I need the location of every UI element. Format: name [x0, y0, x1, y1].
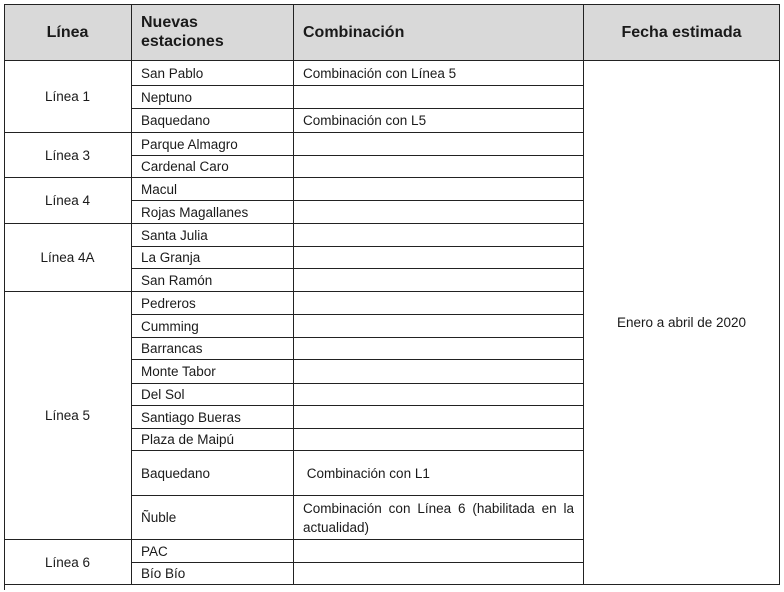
station-combination: Combinación con Línea 6 (habilitada en la actualidad) [294, 496, 584, 540]
station-combination [294, 133, 584, 156]
header-fecha-estimada: Fecha estimada [584, 4, 780, 61]
station-name: Pedreros [132, 292, 294, 315]
station-name: Parque Almagro [132, 133, 294, 156]
station-combination [294, 360, 584, 384]
station-combination [294, 156, 584, 178]
station-combination [294, 338, 584, 360]
station-name: Ñuble [132, 496, 294, 540]
station-name: Barrancas [132, 338, 294, 360]
station-name: Neptuno [132, 86, 294, 109]
linea-label: Línea 5 [4, 292, 132, 540]
station-combination [294, 269, 584, 292]
fecha-estimada-value: Enero a abril de 2020 [584, 61, 780, 585]
station-name: Macul [132, 178, 294, 201]
station-name: San Pablo [132, 61, 294, 86]
station-name: Baquedano [132, 451, 294, 496]
stations-table [4, 4, 780, 590]
header-linea: Línea [4, 4, 132, 61]
station-name: Plaza de Maipú [132, 429, 294, 451]
station-combination: Combinación con L5 [294, 109, 584, 133]
station-combination [294, 178, 584, 201]
station-combination [294, 86, 584, 109]
station-combination: Combinación con L1 [294, 451, 584, 496]
station-combination [294, 201, 584, 224]
station-name: San Ramón [132, 269, 294, 292]
station-name: Del Sol [132, 384, 294, 406]
linea-label: Línea 4A [4, 224, 132, 292]
station-combination [294, 384, 584, 406]
station-combination [294, 292, 584, 315]
station-combination [294, 429, 584, 451]
station-combination [294, 224, 584, 247]
linea-label: Línea 6 [4, 540, 132, 585]
station-combination [294, 563, 584, 585]
header-combinacion: Combinación [294, 4, 584, 61]
station-combination [294, 315, 584, 338]
station-name: La Granja [132, 247, 294, 269]
station-combination [294, 406, 584, 429]
header-nuevas-estaciones: Nuevas estaciones [132, 4, 294, 61]
station-name: Cumming [132, 315, 294, 338]
station-name: Santa Julia [132, 224, 294, 247]
linea-label: Línea 3 [4, 133, 132, 178]
station-name: Cardenal Caro [132, 156, 294, 178]
station-name: Rojas Magallanes [132, 201, 294, 224]
station-name: Santiago Bueras [132, 406, 294, 429]
station-name: PAC [132, 540, 294, 563]
station-combination [294, 247, 584, 269]
linea-label: Línea 1 [4, 61, 132, 133]
station-combination: Combinación con Línea 5 [294, 61, 584, 86]
station-name: Monte Tabor [132, 360, 294, 384]
station-combination [294, 540, 584, 563]
station-name: Baquedano [132, 109, 294, 133]
station-name: Bío Bío [132, 563, 294, 585]
linea-label: Línea 4 [4, 178, 132, 224]
